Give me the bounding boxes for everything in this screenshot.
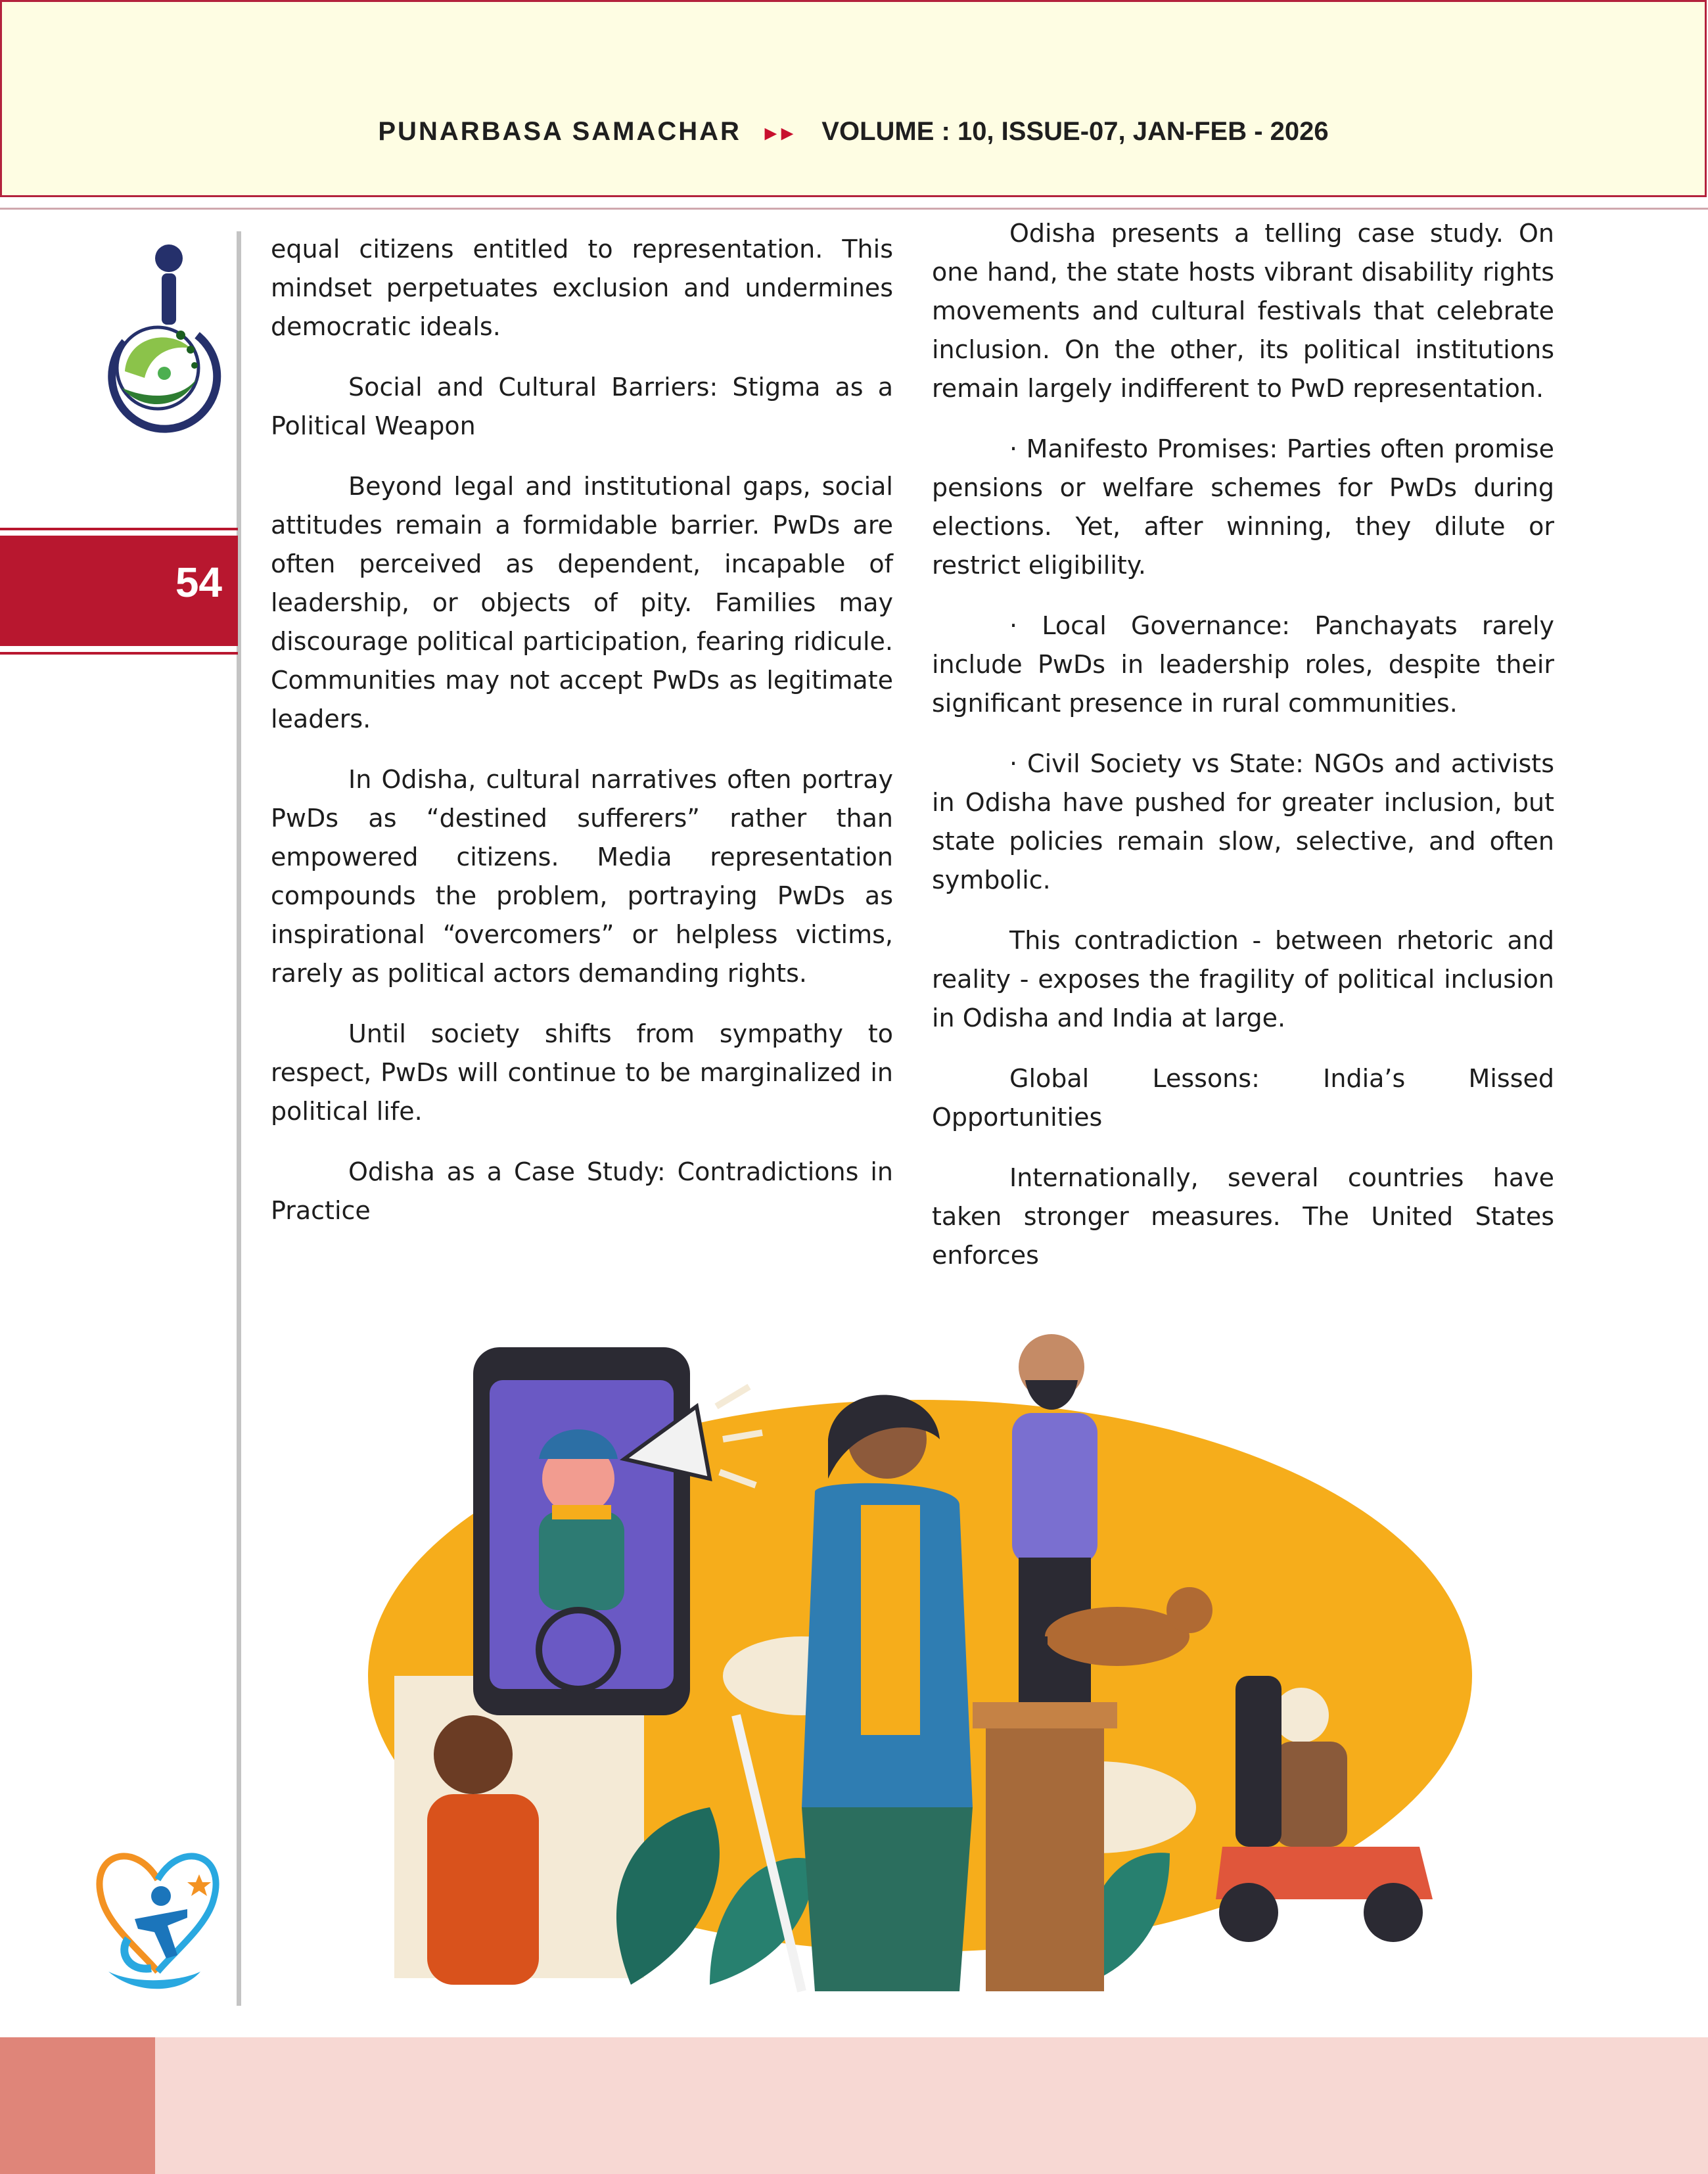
- running-header: [2, 117, 1705, 147]
- publication-name: PUNARBASA SAMACHAR: [378, 117, 741, 146]
- subheading: Global Lessons: India’s Missed Opportunities: [932, 1064, 1554, 1132]
- right-column: [932, 214, 1554, 1297]
- paragraph: Until society shifts from sympathy to respect, PwDs will continue to be marginalized in political life.: [271, 1019, 893, 1126]
- left-column: [271, 230, 893, 1252]
- paragraph: In Odisha, cultural narratives often portray PwDs as “destined sufferers” rather than empowered citizens. Media representation compounds the problem, portraying PwDs as inspirational “overcomers” or helpless victims, rarely as political actors demanding rights.: [271, 765, 893, 988]
- volume-info: VOLUME : 10, ISSUE-07, JAN-FEB - 2026: [821, 117, 1329, 146]
- footer-accent-block: [0, 2037, 155, 2174]
- disability-wheelchair-logo-icon: [99, 237, 230, 434]
- subheading: Odisha as a Case Study: Contradictions in Practice: [271, 1157, 893, 1225]
- inclusion-figure-logo-icon: [89, 1840, 227, 1998]
- margin-divider: [237, 231, 241, 2006]
- page-number: 54: [175, 559, 222, 606]
- page-header: [0, 0, 1707, 197]
- footer-band: [0, 2037, 1708, 2174]
- page-tab-rule: [0, 528, 238, 530]
- header-arrows-icon: ▸▸: [765, 120, 798, 145]
- inclusion-illustration: [342, 1308, 1485, 2004]
- header-rule: [0, 208, 1708, 210]
- paragraph: Odisha presents a telling case study. On one hand, the state hosts vibrant disability rights movements and cultural festivals that celebrate inclusion. On the other, its political institutions remain largely indifferent to PwD representation.: [932, 219, 1554, 403]
- subheading: Social and Cultural Barriers: Stigma as a Political Weapon: [271, 373, 893, 440]
- bullet-paragraph: · Civil Society vs State: NGOs and activists in Odisha have pushed for greater inclusion, but state policies remain slow, selective, and often symbolic.: [932, 749, 1554, 894]
- paragraph: Internationally, several countries have taken stronger measures. The United States enforces: [932, 1163, 1554, 1270]
- bullet-paragraph: · Local Governance: Panchayats rarely include PwDs in leadership roles, despite their significant presence in rural communities.: [932, 611, 1554, 718]
- page-tab-rule: [0, 652, 238, 655]
- bullet-paragraph: · Manifesto Promises: Parties often promise pensions or welfare schemes for PwDs during elections. Yet, after winning, they dilute or restrict eligibility.: [932, 434, 1554, 580]
- page-number-tab: [0, 536, 238, 646]
- paragraph: Beyond legal and institutional gaps, social attitudes remain a formidable barrier. PwDs are often perceived as dependent, incapable of leadership, or objects of pity. Families may discourage political participation, fearing ridicule. Communities may not accept PwDs as legitimate leaders.: [271, 472, 893, 733]
- paragraph: equal citizens entitled to representation. This mindset perpetuates exclusion and undermines democratic ideals.: [271, 235, 893, 341]
- paragraph: This contradiction - between rhetoric and reality - exposes the fragility of political inclusion in Odisha and India at large.: [932, 926, 1554, 1032]
